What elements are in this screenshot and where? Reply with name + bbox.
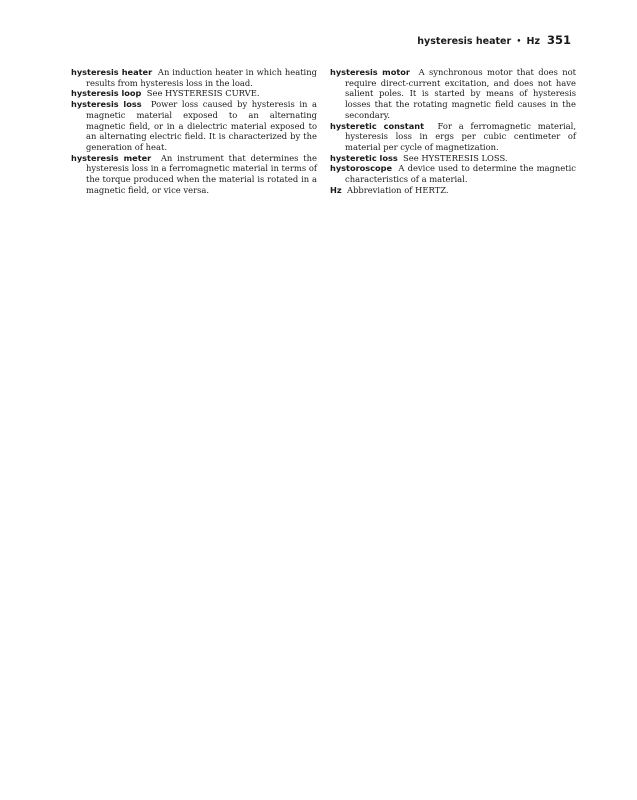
entry-term: hystoroscope: [330, 163, 393, 174]
dictionary-entry: [330, 163, 576, 184]
entry-definition: A synchronous motor that does not require direct-current excitation, and does not have salient poles. It is started by means of hysteresis losses that the rotating magnetic field causes in the secondary.: [345, 67, 577, 120]
entry-term: hysteretic loss: [330, 152, 398, 163]
dictionary-entry: [330, 121, 576, 153]
dictionary-entry: [71, 88, 317, 99]
entry-term: hysteresis motor: [330, 67, 410, 77]
right-column: [330, 67, 576, 195]
entry-definition: Power loss caused by hysteresis in a magnetic material exposed to an alternating magnetic field, or in a dielectric material exposed to an alternating electric field. It is characterized by the generation of heat.: [86, 99, 318, 152]
dictionary-entry: [71, 67, 317, 88]
dictionary-entry: [330, 185, 576, 196]
entry-definition: See HYSTERESIS CURVE.: [146, 88, 260, 99]
entry-term: hysteresis meter: [71, 152, 152, 163]
running-head-first-term: hysteresis heater: [417, 36, 512, 47]
entry-definition: See HYSTERESIS LOSS.: [403, 152, 508, 163]
entry-term: hysteresis loop: [71, 88, 142, 99]
dictionary-entry: [71, 99, 317, 153]
entry-definition: An instrument that determines the hysteresis loss in a ferromagnetic material in terms of the torque produced when the material is rotated in a magnetic field, or vice versa.: [86, 152, 317, 195]
entry-term: hysteretic constant: [330, 120, 424, 131]
entry-definition: Abbreviation of HERTZ.: [346, 184, 449, 195]
running-head-last-term: Hz: [526, 36, 540, 47]
entry-definition: A device used to determine the magnetic characteristics of a material.: [345, 163, 576, 185]
entry-definition: For a ferromagnetic material, hysteresis loss in ergs per cubic centimeter of material per cycle of magnetization.: [345, 120, 577, 152]
entry-definition: An induction heater in which heating results from hysteresis loss in the load.: [86, 67, 317, 88]
running-head: [417, 33, 571, 47]
dictionary-entry: [71, 153, 317, 196]
dictionary-entry: [330, 153, 576, 164]
entry-term: Hz: [330, 184, 342, 195]
dictionary-entry: [330, 67, 576, 121]
left-column: [71, 67, 317, 195]
page-number: 351: [546, 33, 571, 47]
entry-term: hysteresis loss: [71, 99, 142, 110]
entry-term: hysteresis heater: [71, 67, 153, 77]
running-head-bullet: •: [516, 37, 522, 47]
